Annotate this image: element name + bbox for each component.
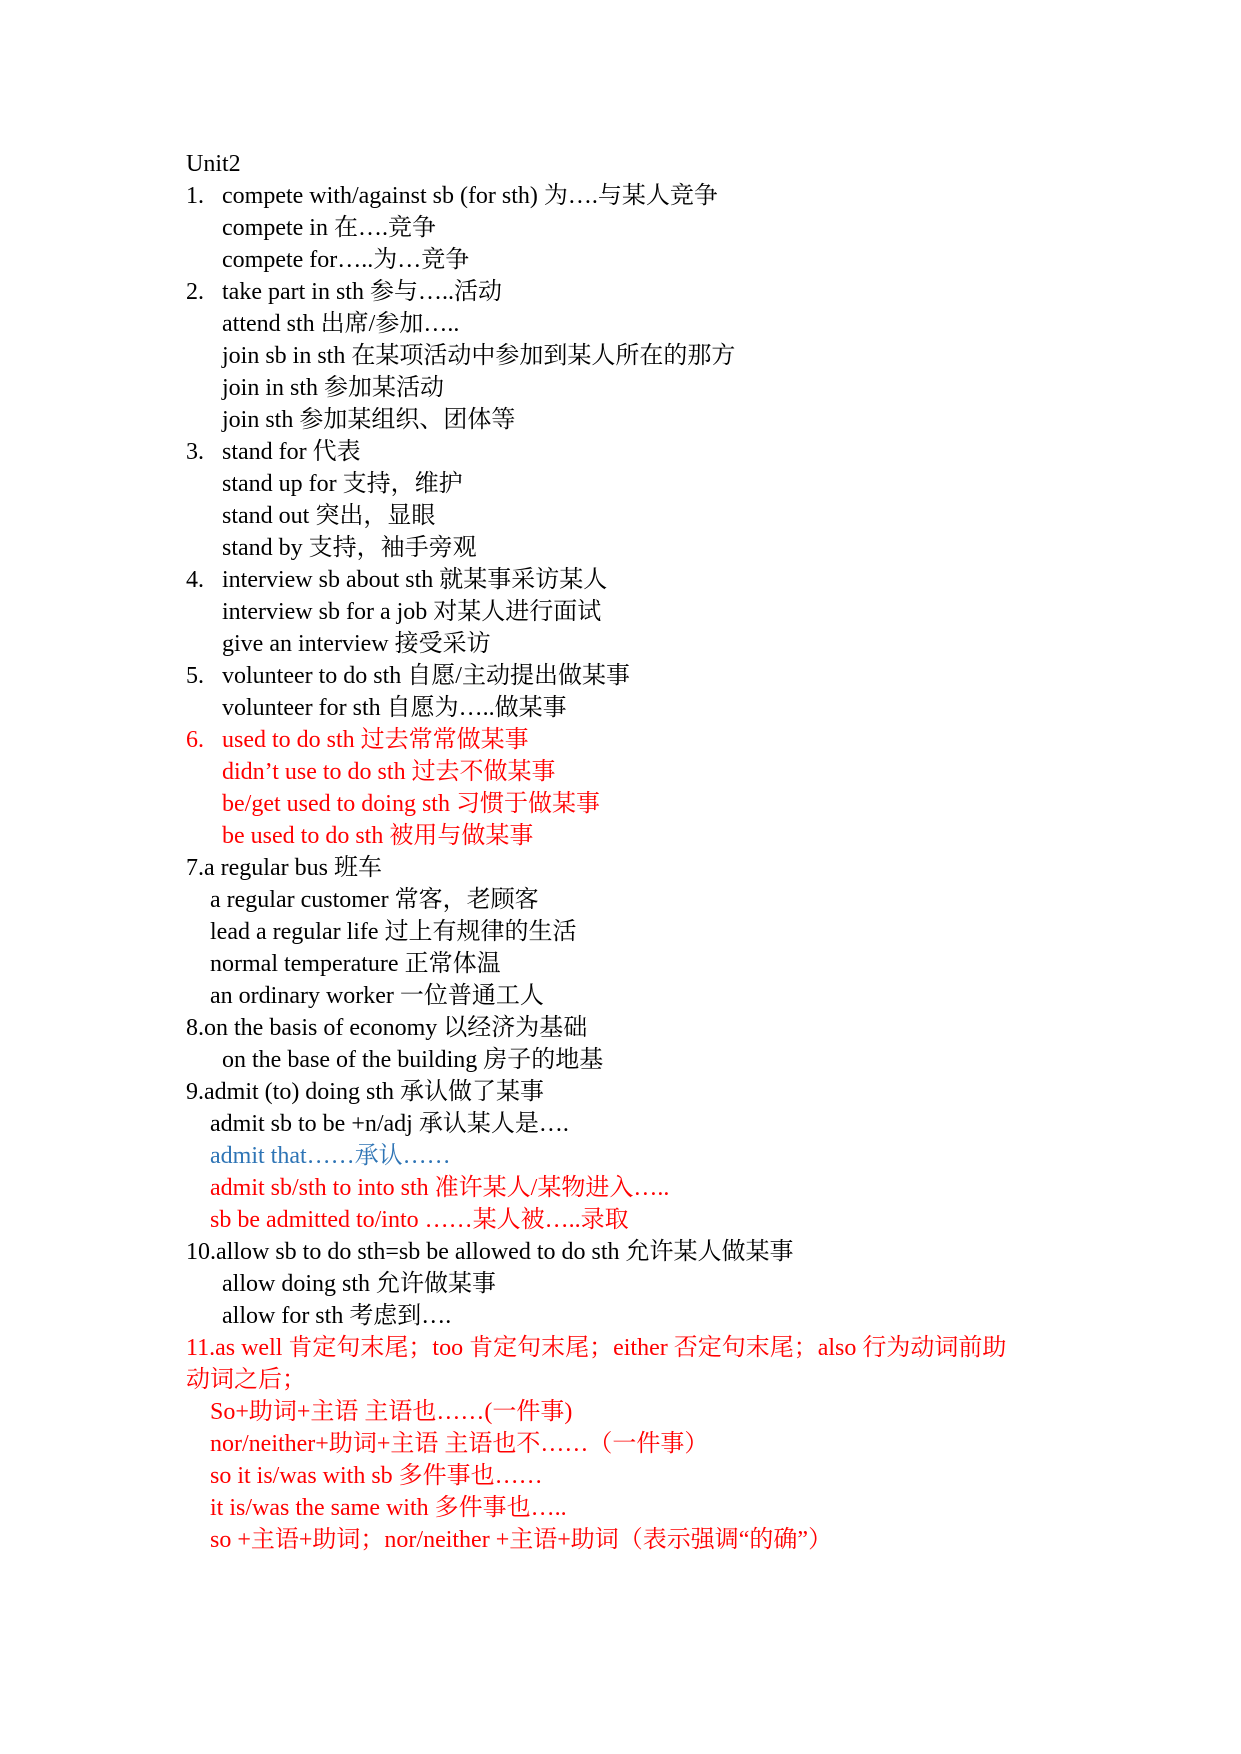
text-line: 5. volunteer to do sth 自愿/主动提出做某事	[186, 663, 630, 689]
text-line: compete for…..为…竞争	[222, 247, 470, 273]
text-line-highlighted: sb be admitted to/into ……某人被…..录取	[210, 1207, 629, 1233]
text-line-highlighted: didn’t use to do sth 过去不做某事	[222, 759, 556, 785]
text-line: stand by 支持，袖手旁观	[222, 535, 477, 561]
text-line: allow for sth 考虑到….	[222, 1303, 452, 1329]
text-line: join in sth 参加某活动	[222, 375, 445, 401]
text-line: stand out 突出，显眼	[222, 503, 436, 529]
document-title: Unit2	[186, 151, 241, 177]
text-line: 2. take part in sth 参与…..活动	[186, 279, 502, 305]
text-line: 4. interview sb about sth 就某事采访某人	[186, 567, 608, 593]
text-line-highlighted: be/get used to doing sth 习惯于做某事	[222, 791, 600, 817]
text-line: a regular customer 常客，老顾客	[210, 887, 539, 913]
text-line-highlighted: be used to do sth 被用与做某事	[222, 823, 534, 849]
text-line: 7.a regular bus 班车	[186, 855, 382, 881]
text-line: admit sb to be +n/adj 承认某人是….	[210, 1111, 569, 1137]
text-line-highlighted: 11.as well 肯定句末尾；too 肯定句末尾；either 否定句末尾；also 行为动词前助	[186, 1335, 1007, 1361]
text-line-highlighted: admit that……承认……	[210, 1143, 451, 1169]
text-line: stand up for 支持，维护	[222, 471, 463, 497]
text-line: allow doing sth 允许做某事	[222, 1271, 496, 1297]
text-line: volunteer for sth 自愿为…..做某事	[222, 695, 567, 721]
text-line-highlighted: 6. used to do sth 过去常常做某事	[186, 727, 529, 753]
text-line-highlighted: nor/neither+助词+主语 主语也不……（一件事）	[210, 1431, 709, 1457]
text-line-highlighted: so it is/was with sb 多件事也……	[210, 1463, 543, 1489]
text-line: an ordinary worker 一位普通工人	[210, 983, 544, 1009]
text-line: compete in 在….竞争	[222, 215, 436, 241]
text-line-highlighted: 动词之后；	[186, 1367, 306, 1393]
text-line: 8.on the basis of economy 以经济为基础	[186, 1015, 588, 1041]
text-line: on the base of the building 房子的地基	[222, 1047, 604, 1073]
text-line: lead a regular life 过上有规律的生活	[210, 919, 577, 945]
text-line: give an interview 接受采访	[222, 631, 491, 657]
text-line-highlighted: so +主语+助词；nor/neither +主语+助词（表示强调“的确”）	[210, 1527, 833, 1553]
text-line: 3. stand for 代表	[186, 439, 361, 465]
text-line-highlighted: So+助词+主语 主语也……(一件事)	[210, 1399, 573, 1425]
text-line: normal temperature 正常体温	[210, 951, 501, 977]
text-line: join sb in sth 在某项活动中参加到某人所在的那方	[222, 343, 736, 369]
text-line: join sth 参加某组织、团体等	[222, 407, 516, 433]
text-line-highlighted: admit sb/sth to into sth 准许某人/某物进入…..	[210, 1175, 670, 1201]
text-line: 9.admit (to) doing sth 承认做了某事	[186, 1079, 544, 1105]
text-line: attend sth 出席/参加…..	[222, 311, 460, 337]
text-line: 10.allow sb to do sth=sb be allowed to do sth 允许某人做某事	[186, 1239, 794, 1265]
text-line: interview sb for a job 对某人进行面试	[222, 599, 602, 625]
text-line: 1. compete with/against sb (for sth) 为….与某人竞争	[186, 183, 718, 209]
text-line-highlighted: it is/was the same with 多件事也…..	[210, 1495, 567, 1521]
